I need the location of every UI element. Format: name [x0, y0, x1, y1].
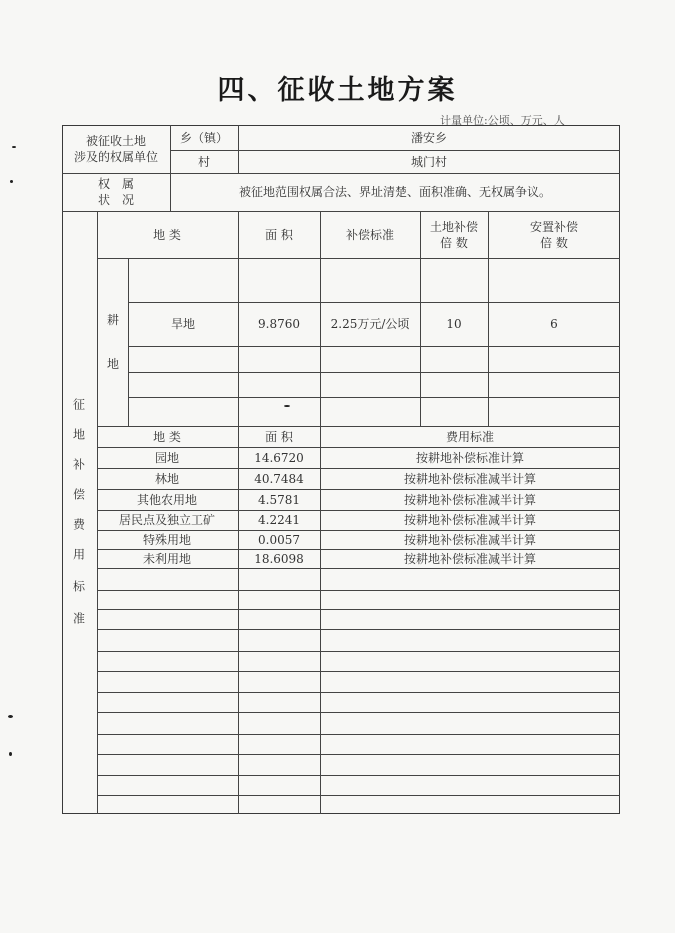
rights-value: 被征地范围权属合法、界址清楚、面积准确、无权属争议。: [238, 184, 552, 199]
village-label: 村: [197, 154, 211, 169]
rights-label: 权 属 状 况: [97, 176, 135, 207]
side-label-char: 准: [72, 611, 86, 626]
col-resettle-multiple: 安置补偿 倍 数: [529, 219, 579, 250]
row-area: 40.7484: [254, 471, 304, 486]
col-land-type: 地 类: [153, 227, 181, 242]
row-land-type: 园地: [154, 450, 180, 465]
row-area: 9.8760: [258, 316, 300, 331]
row-land-multiple: 10: [446, 316, 462, 331]
page-title: 四、征收土地方案: [217, 75, 458, 106]
side-label-char: 地: [72, 427, 86, 442]
row-area: 4.5781: [258, 492, 300, 507]
cultivated-group-char: 地: [106, 356, 120, 371]
village-value: 城门村: [410, 154, 448, 169]
row-standard: 按耕地补偿标准减半计算: [403, 532, 537, 547]
other-col-standard: 费用标准: [445, 429, 495, 444]
township-label: 乡（镇）: [179, 130, 229, 145]
row-land-type: 特殊用地: [142, 532, 192, 547]
other-col-area: 面 积: [265, 429, 293, 444]
owner-label: 被征收土地 涉及的权属单位: [73, 133, 159, 164]
other-col-land-type: 地 类: [153, 429, 181, 444]
side-label-char: 费: [72, 517, 86, 532]
row-land-type: 未利用地: [142, 551, 192, 566]
row-standard: 按耕地补偿标准减半计算: [403, 492, 537, 507]
row-land-type: 林地: [154, 471, 180, 486]
township-value: 潘安乡: [410, 130, 448, 145]
row-area: 18.6098: [254, 551, 304, 566]
row-standard: 2.25万元/公顷: [330, 316, 410, 331]
side-label-char: 偿: [72, 487, 86, 502]
row-land-type: 居民点及独立工矿: [118, 512, 216, 527]
col-area: 面 积: [265, 227, 293, 242]
row-area: 0.0057: [258, 532, 300, 547]
cultivated-group-char: 耕: [106, 312, 120, 327]
col-standard: 补偿标准: [345, 227, 395, 242]
row-area: 4.2241: [258, 512, 300, 527]
row-land-type: 其他农用地: [136, 492, 198, 507]
row-area: 14.6720: [254, 450, 304, 465]
row-land-type: 旱地: [170, 316, 196, 331]
side-label-char: 征: [72, 397, 86, 412]
side-label-char: 用: [72, 547, 86, 562]
side-label-char: 补: [72, 457, 86, 472]
unit-note: 计量单位:公顷、万元、人: [440, 114, 565, 127]
row-standard: 按耕地补偿标准减半计算: [403, 512, 537, 527]
side-label-char: 标: [72, 579, 86, 594]
row-resettle-multiple: 6: [550, 316, 558, 331]
row-standard: 按耕地补偿标准减半计算: [403, 471, 537, 486]
row-standard: 按耕地补偿标准计算: [415, 450, 525, 465]
row-standard: 按耕地补偿标准减半计算: [403, 551, 537, 566]
col-land-multiple: 土地补偿 倍 数: [429, 219, 479, 250]
